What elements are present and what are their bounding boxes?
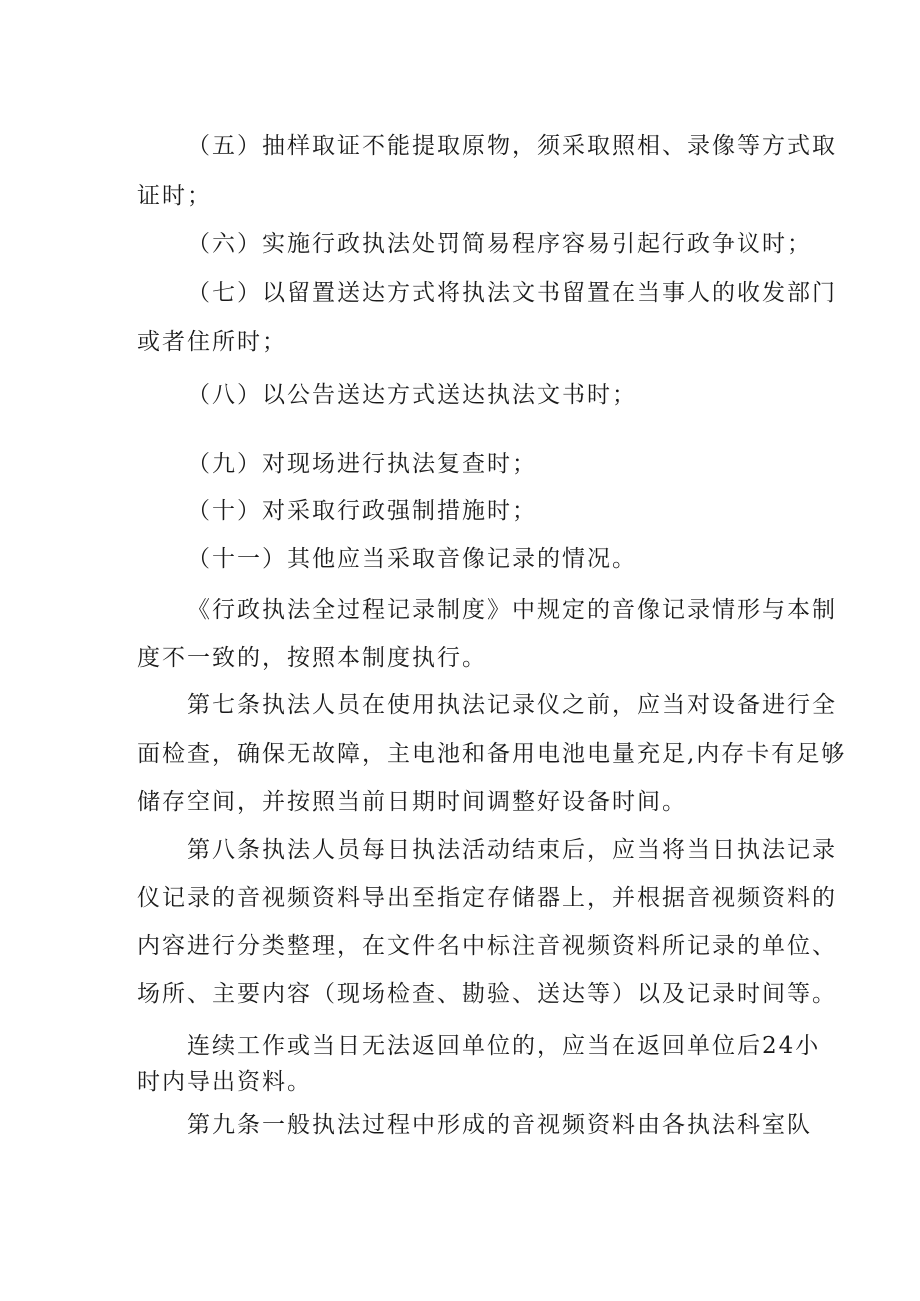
text-line: （十）对采取行政强制措施时； — [187, 498, 537, 524]
text-line: （六）实施行政执法处罚简易程序容易引起行政争议时； — [187, 231, 812, 257]
text-line: 第七条执法人员在使用执法记录仪之前，应当对设备进行全 — [187, 692, 837, 718]
text-line: （五）抽样取证不能提取原物，须采取照相、录像等方式取 — [187, 133, 837, 159]
text-line: 或者住所时； — [137, 329, 287, 355]
text-line: （十一）其他应当采取音像记录的情况。 — [187, 546, 637, 572]
text-line: 第九条一般执法过程中形成的音视频资料由各执法科室队 — [187, 1112, 812, 1138]
text-line: 《行政执法全过程记录制度》中规定的音像记录情形与本制 — [187, 597, 837, 623]
text-line: 时内导出资料。 — [137, 1069, 312, 1095]
text-line: 连续工作或当日无法返回单位的，应当在返回单位后24小 — [187, 1033, 821, 1059]
text-line: 仪记录的音视频资料导出至指定存储器上，并根据音视频资料的 — [137, 885, 837, 911]
text-line: 储存空间，并按照当前日期时间调整好设备时间。 — [137, 789, 687, 815]
text-line: 证时； — [137, 183, 212, 209]
text-line: （九）对现场进行执法复查时； — [187, 451, 537, 477]
text-line: 场所、主要内容（现场检查、勘验、送达等）以及记录时间等。 — [137, 981, 837, 1007]
text-line: 内容进行分类整理，在文件名中标注音视频资料所记录的单位、 — [137, 933, 837, 959]
text-line: （七）以留置送达方式将执法文书留置在当事人的收发部门 — [187, 280, 837, 306]
text-line: 度不一致的，按照本制度执行。 — [137, 645, 487, 671]
text-line: 第八条执法人员每日执法活动结束后，应当将当日执法记录 — [187, 837, 837, 863]
text-line: （八）以公告送达方式送达执法文书时； — [187, 382, 637, 408]
text-line: 面检查，确保无故障，主电池和备用电池电量充足,内存卡有足够 — [137, 741, 847, 767]
